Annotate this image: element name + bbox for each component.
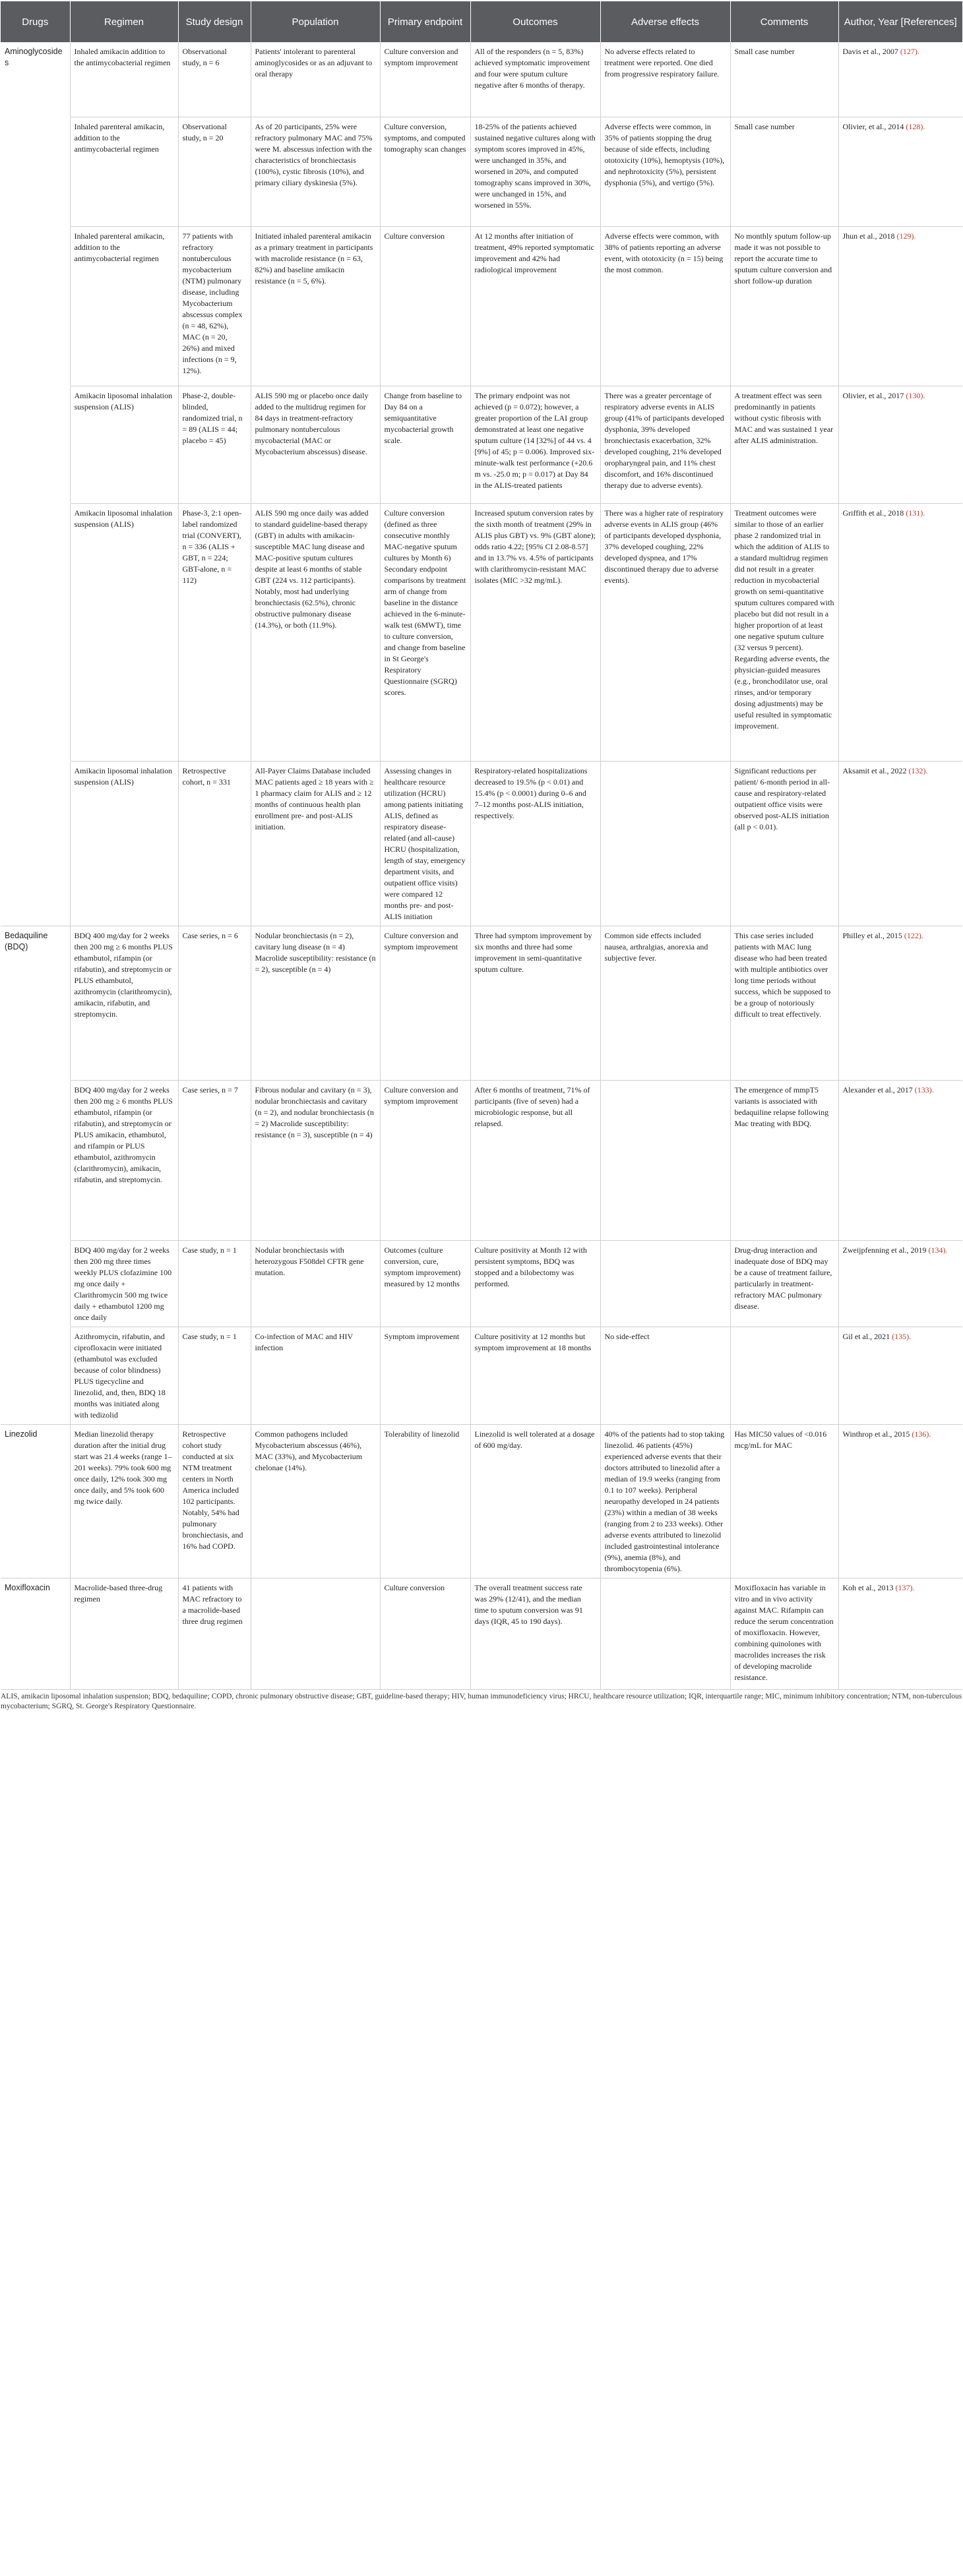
cell-outcomes: Culture positivity at Month 12 with persistent symptoms, BDQ was stopped and a bilobectomy was performed.: [470, 1240, 600, 1327]
reference-link[interactable]: (122).: [904, 930, 923, 940]
cell-comments: Significant reductions per patient/ 6-month period in all-cause and respiratory-related outpatient office visits were observed post-ALIS initiation (all p < 0.01).: [730, 761, 838, 926]
cell-regimen: Amikacin liposomal inhalation suspension (ALIS): [70, 386, 178, 503]
cell-population: Patients' intolerant to parenteral aminoglycosides or as an adjuvant to oral therapy: [251, 42, 380, 117]
cell-outcomes: The primary endpoint was not achieved (p = 0.072); however, a greater proportion of the LAI group demonstrated at least one negative sputum culture (14 [32%] of 44 vs. 4 [9%] of 45; p = 0.006). Improved six-minute-walk test performance (+20.6 m vs. -25.0 m; p = 0.017) at Day 84 in the ALIS-treated patients: [470, 386, 600, 503]
cell-primary-endpoint: Culture conversion and symptom improvement: [380, 1080, 470, 1240]
reference-link[interactable]: (132).: [908, 765, 928, 775]
reference-link[interactable]: (134).: [928, 1245, 948, 1255]
cell-comments: Treatment outcomes were similar to those of an earlier phase 2 randomized trial in which the addition of ALIS to a standard multidrug regimen did not result in a greater reduction in mycobacterial growth on semi-quantitative sputum cultures compared with placebo but did not result in a higher proportion of at least one negative sputum culture (32 versus 9 percent). Regarding adverse events, the physician-guided measures (e.g., bronchodilator use, oral rinses, and/or temporary dosing adjustments) may be useful resulted in symptomatic improvement.: [730, 503, 838, 761]
author-text: Winthrop et al., 2015: [842, 1429, 912, 1439]
cell-outcomes: All of the responders (n = 5, 83%) achieved symptomatic improvement and four were sputum culture negative after 6 months of therapy.: [470, 42, 600, 117]
cell-drug: [1, 386, 70, 503]
cell-adverse-effects: 40% of the patients had to stop taking linezolid. 46 patients (45%) experienced adverse events that their doctors attributed to linezolid after a median of 19.9 weeks (ranging from 0.1 to 107 weeks). Peripheral neuropathy developed in 24 patients (23%) within a median of 38 weeks (ranging from 2 to 233 weeks). Other adverse events attributed to linezolid included gastrointestinal intolerance (9%), anemia (8%), and thrombocytopenia (6%).: [600, 1424, 730, 1578]
cell-drug: [1, 226, 70, 386]
header-study-design: Study design: [178, 1, 251, 42]
cell-outcomes: Culture positivity at 12 months but symptom improvement at 18 months: [470, 1327, 600, 1424]
cell-drug: [1, 1327, 70, 1424]
reference-link[interactable]: (135).: [892, 1331, 912, 1341]
author-text: Jhun et al., 2018: [842, 231, 897, 241]
author-text: Koh et al., 2013: [842, 1582, 896, 1592]
cell-primary-endpoint: Outcomes (culture conversion, cure, symptom improvement) measured by 12 months: [380, 1240, 470, 1327]
cell-regimen: Inhaled amikacin addition to the antimycobacterial regimen: [70, 42, 178, 117]
cell-author: [838, 1080, 962, 1240]
cell-regimen: BDQ 400 mg/day for 2 weeks then 200 mg three times weekly PLUS clofazimine 100 mg once daily + Clarithromycin 500 mg twice daily + ethambutol 1200 mg once daily: [70, 1240, 178, 1327]
cell-study-design: Observational study, n = 6: [178, 42, 251, 117]
cell-primary-endpoint: Assessing changes in healthcare resource utilization (HCRU) among patients initiating ALIS, defined as respiratory disease-related (and all-cause) HCRU (hospitalization, length of stay, emergency department visits, and outpatient office visits) were compared 12 months pre- and post-ALIS initiation: [380, 761, 470, 926]
cell-primary-endpoint: Change from baseline to Day 84 on a semiquantitative mycobacterial growth scale.: [380, 386, 470, 503]
reference-link[interactable]: (137).: [895, 1582, 915, 1592]
table-header-row: [1, 1, 962, 42]
cell-comments: Small case number: [730, 117, 838, 226]
cell-drug: [1, 1240, 70, 1327]
cell-drug: Bedaquiline (BDQ): [1, 926, 70, 1080]
author-text: Davis et al., 2007: [842, 47, 900, 56]
cell-comments: This case series included patients with MAC lung disease who had been treated with multiple antibiotics over long time periods without success, which be supposed to be a group of notoriously difficult to treat effectively.: [730, 926, 838, 1080]
header-population: Population: [251, 1, 380, 42]
cell-population: Fibrous nodular and cavitary (n = 3), nodular bronchiectasis and cavitary (n = 2), and nodular bronchiectasis (n = 2) Macrolide susceptibility: resistance (n = 3), susceptible (n = 4): [251, 1080, 380, 1240]
cell-regimen: BDQ 400 mg/day for 2 weeks then 200 mg ≥ 6 months PLUS ethambutol, rifampin (or rifabutin), and streptomycin or PLUS ethambutol, azithromycin (clarithromycin), amikacin, rifabutin, and streptomycin.: [70, 926, 178, 1080]
author-text: Aksamit et al., 2022: [842, 765, 909, 775]
cell-primary-endpoint: Tolerability of linezolid: [380, 1424, 470, 1578]
table-row: [1, 761, 962, 926]
cell-primary-endpoint: Culture conversion and symptom improvement: [380, 42, 470, 117]
cell-primary-endpoint: Culture conversion, symptoms, and computed tomography scan changes: [380, 117, 470, 226]
reference-link[interactable]: (129).: [896, 231, 916, 241]
cell-adverse-effects: [600, 1080, 730, 1240]
cell-author: [838, 42, 962, 117]
cell-adverse-effects: No adverse effects related to treatment were reported. One died from progressive respiratory failure.: [600, 42, 730, 117]
cell-author: [838, 226, 962, 386]
reference-link[interactable]: (127).: [900, 47, 919, 56]
cell-comments: Small case number: [730, 42, 838, 117]
cell-population: [251, 1578, 380, 1689]
table-row: [1, 42, 962, 117]
table-row: [1, 1424, 962, 1578]
reference-link[interactable]: (128).: [906, 121, 925, 131]
cell-author: [838, 761, 962, 926]
header-regimen: Regimen: [70, 1, 178, 42]
author-text: Philley et al., 2015: [842, 930, 904, 940]
cell-drug: Linezolid: [1, 1424, 70, 1578]
cell-comments: No monthly sputum follow-up made it was not possible to report the accurate time to sputum culture conversion and short follow-up duration: [730, 226, 838, 386]
cell-population: Common pathogens included Mycobacterium abscessus (46%), MAC (33%), and Mycobacterium chelonae (14%).: [251, 1424, 380, 1578]
cell-regimen: Amikacin liposomal inhalation suspension (ALIS): [70, 503, 178, 761]
cell-author: [838, 1240, 962, 1327]
cell-outcomes: 18-25% of the patients achieved sustained negative cultures along with symptom scores improved in 45%, were unchanged in 35%, and worsened in 20%, and computed tomography scans improved in 30%, were unchanged in 15%, and worsened in 55%.: [470, 117, 600, 226]
author-text: Olivier, et al., 2014: [842, 121, 906, 131]
cell-primary-endpoint: Culture conversion (defined as three consecutive monthly MAC-negative sputum cultures by Month 6) Secondary endpoint comparisons by treatment arm of change from baseline in the distance achieved in the 6-minute-walk test (6MWT), time to culture conversion, and change from baseline in St George's Respiratory Questionnaire (SGRQ) scores.: [380, 503, 470, 761]
cell-drug: [1, 1080, 70, 1240]
cell-study-design: Retrospective cohort study conducted at six NTM treatment centers in North America included 102 participants. Notably, 54% had pulmonary bronchiectasis, and 16% had COPD.: [178, 1424, 251, 1578]
cell-author: [838, 386, 962, 503]
cell-outcomes: After 6 months of treatment, 71% of participants (five of seven) had a microbiologic response, but all relapsed.: [470, 1080, 600, 1240]
cell-primary-endpoint: Symptom improvement: [380, 1327, 470, 1424]
cell-population: Nodular bronchiectasis with heterozygous F508del CFTR gene mutation.: [251, 1240, 380, 1327]
cell-adverse-effects: There was a higher rate of respiratory adverse events in ALIS group (46% of participants developed dysphonia, 37% developed coughing, 22% developed dyspnea, and 17% discontinued therapy due to adverse events).: [600, 503, 730, 761]
cell-drug: [1, 503, 70, 761]
cell-comments: Moxifloxacin has variable in vitro and in vivo activity against MAC. Rifampin can reduce the serum concentration of moxifloxacin. However, combining quinolones with macrolides increases the risk of developing macrolide resistance.: [730, 1578, 838, 1689]
cell-comments: Drug-drug interaction and inadequate dose of BDQ may be a cause of treatment failure, particularly in treatment-refractory MAC pulmonary disease.: [730, 1240, 838, 1327]
header-author: Author, Year [References]: [838, 1, 962, 42]
header-comments: Comments: [730, 1, 838, 42]
cell-author: [838, 1424, 962, 1578]
table-row: [1, 117, 962, 226]
cell-population: All-Payer Claims Database included MAC patients aged ≥ 18 years with ≥ 1 pharmacy claim for ALIS and ≥ 12 months of continuous health plan enrollment pre- and post-ALIS initiation.: [251, 761, 380, 926]
header-adverse-effects: Adverse effects: [600, 1, 730, 42]
cell-adverse-effects: [600, 1240, 730, 1327]
cell-population: ALIS 590 mg or placebo once daily added to the multidrug regimen for 84 days in treatment-refractory pulmonary nontuberculous mycobacterial (MAC or Mycobacterium abscessus) disease.: [251, 386, 380, 503]
cell-drug: [1, 761, 70, 926]
cell-population: Nodular bronchiectasis (n = 2), cavitary lung disease (n = 4) Macrolide susceptibility: resistance (n = 2), susceptible (n = 4): [251, 926, 380, 1080]
cell-primary-endpoint: Culture conversion: [380, 226, 470, 386]
cell-outcomes: The overall treatment success rate was 29% (12/41), and the median time to sputum conversion was 91 days (IQR, 45 to 190 days).: [470, 1578, 600, 1689]
cell-study-design: Phase-3, 2:1 open-label randomized trial (CONVERT), n = 336 (ALIS + GBT, n = 224; GBT-alone, n = 112): [178, 503, 251, 761]
cell-regimen: Median linezolid therapy duration after the initial drug start was 21.4 weeks (range 1–201 weeks). 79% took 600 mg once daily, 12% took 300 mg once daily, and 5% took 600 mg twice daily.: [70, 1424, 178, 1578]
cell-adverse-effects: [600, 1578, 730, 1689]
cell-regimen: BDQ 400 mg/day for 2 weeks then 200 mg ≥ 6 months PLUS ethambutol, rifampin (or rifabutin), and streptomycin or PLUS amikacin, ethambutol, and rifampin or PLUS ethambutol, azithromycin (clarithromycin), amikacin, rifabutin, and streptomycin.: [70, 1080, 178, 1240]
table-footnote: ALIS, amikacin liposomal inhalation suspension; BDQ, bedaquiline; COPD, chronic pulmonary obstructive disease; GBT, guideline-based therapy; HIV, human immunodeficiency virus; HRCU, healthcare resource utilization; IQR, interquartile range; MIC, minimum inhibitory concentration; NTM, non-tuberculous mycobacterium; SGRQ, St. George's Respiratory Questionnaire.: [1, 1692, 962, 1710]
header-outcomes: Outcomes: [470, 1, 600, 42]
cell-study-design: Case series, n = 7: [178, 1080, 251, 1240]
author-text: Alexander et al., 2017: [842, 1085, 915, 1094]
cell-adverse-effects: [600, 761, 730, 926]
table-row: [1, 1578, 962, 1689]
reference-link[interactable]: (133).: [914, 1085, 934, 1094]
cell-adverse-effects: Adverse effects were common, with 38% of patients reporting an adverse event, with ototoxicity (n = 15) being the most common.: [600, 226, 730, 386]
cell-outcomes: At 12 months after initiation of treatment, 49% reported symptomatic improvement and 42% had radiological improvement: [470, 226, 600, 386]
reference-link[interactable]: (130).: [906, 390, 925, 400]
cell-population: As of 20 participants, 25% were refractory pulmonary MAC and 75% were M. abscessus infection with the characteristics of bronchiectasis (100%), cystic fibrosis (10%), and primary ciliary dyskinesia (5%).: [251, 117, 380, 226]
cell-study-design: Phase-2, double-blinded, randomized trial, n = 89 (ALIS = 44; placebo = 45): [178, 386, 251, 503]
cell-author: [838, 1327, 962, 1424]
cell-regimen: Inhaled parenteral amikacin, addition to the antimycobacterial regimen: [70, 117, 178, 226]
cell-primary-endpoint: Culture conversion and symptom improvement: [380, 926, 470, 1080]
author-text: Griffith et al., 2018: [842, 508, 906, 518]
table-row: [1, 926, 962, 1080]
cell-drug: Moxifloxacin: [1, 1578, 70, 1689]
table-row: [1, 386, 962, 503]
cell-outcomes: Increased sputum conversion rates by the sixth month of treatment (29% in ALIS plus GBT) vs. 9% (GBT alone); odds ratio 4.22; [95% CI 2.08-8.57] and in 13.7% vs. 4.5% of participants with clarithromycin-resistant MAC isolates (MIC >32 mg/mL).: [470, 503, 600, 761]
cell-comments: Has MIC50 values of <0.016 mcg/mL for MAC: [730, 1424, 838, 1578]
reference-link[interactable]: (131).: [906, 508, 925, 518]
table-row: [1, 1080, 962, 1240]
cell-regimen: Inhaled parenteral amikacin, addition to the antimycobacterial regimen: [70, 226, 178, 386]
author-text: Olivier, et al., 2017: [842, 390, 906, 400]
cell-comments: [730, 1327, 838, 1424]
cell-study-design: Retrospective cohort, n = 331: [178, 761, 251, 926]
cell-comments: The emergence of mmpT5 variants is associated with bedaquiline relapse following Mac treating with BDQ.: [730, 1080, 838, 1240]
cell-regimen: Azithromycin, rifabutin, and ciprofloxacin were initiated (ethambutol was excluded because of color blindness) PLUS tigecycline and linezolid, and, then, BDQ 18 months was initiated along with tedizolid: [70, 1327, 178, 1424]
cell-population: Initiated inhaled parenteral amikacin as a primary treatment in participants with macrolide resistance (n = 63, 82%) and baseline amikacin resistance (n = 5, 6%).: [251, 226, 380, 386]
cell-outcomes: Linezolid is well tolerated at a dosage of 600 mg/day.: [470, 1424, 600, 1578]
cell-comments: A treatment effect was seen predominantly in patients without cystic fibrosis with MAC and was sustained 1 year after ALIS administration.: [730, 386, 838, 503]
reference-link[interactable]: (136).: [912, 1429, 931, 1439]
cell-adverse-effects: There was a greater percentage of respiratory adverse events in ALIS group (41% of participants developed dysphonia, 39% developed bronchiectasis exacerbation, 32% developed coughing, 21% developed oropharyngeal pain, and 11% chest discomfort, and 16% discontinued therapy due to adverse events).: [600, 386, 730, 503]
cell-author: [838, 1578, 962, 1689]
cell-study-design: Case study, n = 1: [178, 1327, 251, 1424]
table-row: [1, 1240, 962, 1327]
table-row: [1, 226, 962, 386]
cell-population: Co-infection of MAC and HIV infection: [251, 1327, 380, 1424]
cell-study-design: 77 patients with refractory nontuberculous mycobacterium (NTM) pulmonary disease, including Mycobacterium abscessus complex (n = 48, 62%), MAC (n = 20, 26%) and mixed infections (n = 9, 12%).: [178, 226, 251, 386]
cell-study-design: Case study, n = 1: [178, 1240, 251, 1327]
cell-author: [838, 503, 962, 761]
cell-regimen: Macrolide-based three-drug regimen: [70, 1578, 178, 1689]
cell-outcomes: Respiratory-related hospitalizations decreased to 19.5% (p < 0.01) and 15.4% (p < 0.0001) during 0–6 and 7–12 months post-ALIS initiation, respectively.: [470, 761, 600, 926]
cell-population: ALIS 590 mg once daily was added to standard guideline-based therapy (GBT) in adults with amikacin-susceptible MAC lung disease and MAC-positive sputum cultures despite at least 6 months of stable GBT (224 vs. 112 participants). Notably, most had underlying bronchiectasis (62.5%), chronic obstructive pulmonary disease (14.3%), or both (11.9%).: [251, 503, 380, 761]
cell-author: [838, 117, 962, 226]
cell-primary-endpoint: Culture conversion: [380, 1578, 470, 1689]
cell-study-design: Observational study, n = 20: [178, 117, 251, 226]
cell-drug: Aminoglycosides: [1, 42, 70, 117]
cell-adverse-effects: Adverse effects were common, in 35% of patients stopping the drug because of side effects, including ototoxicity (10%), hemoptysis (10%), and nephrotoxicity (5%), persistent dysphonia (5%), and vertigo (5%).: [600, 117, 730, 226]
table-row: [1, 1327, 962, 1424]
cell-regimen: Amikacin liposomal inhalation suspension (ALIS): [70, 761, 178, 926]
table-body: [1, 42, 962, 1689]
header-primary-endpoint: Primary endpoint: [380, 1, 470, 42]
cell-author: [838, 926, 962, 1080]
header-drugs: Drugs: [1, 1, 70, 42]
cell-outcomes: Three had symptom improvement by six months and three had some improvement in semi-quantitative sputum culture.: [470, 926, 600, 1080]
author-text: Zweijpfenning et al., 2019: [842, 1245, 929, 1255]
studies-table: [1, 1, 962, 1690]
cell-adverse-effects: No side-effect: [600, 1327, 730, 1424]
author-text: Gil et al., 2021: [842, 1331, 892, 1341]
cell-drug: [1, 117, 70, 226]
cell-study-design: 41 patients with MAC refractory to a macrolide-based three drug regimen: [178, 1578, 251, 1689]
cell-adverse-effects: Common side effects included nausea, arthralgias, anorexia and subjective fever.: [600, 926, 730, 1080]
cell-study-design: Case series, n = 6: [178, 926, 251, 1080]
table-row: [1, 503, 962, 761]
